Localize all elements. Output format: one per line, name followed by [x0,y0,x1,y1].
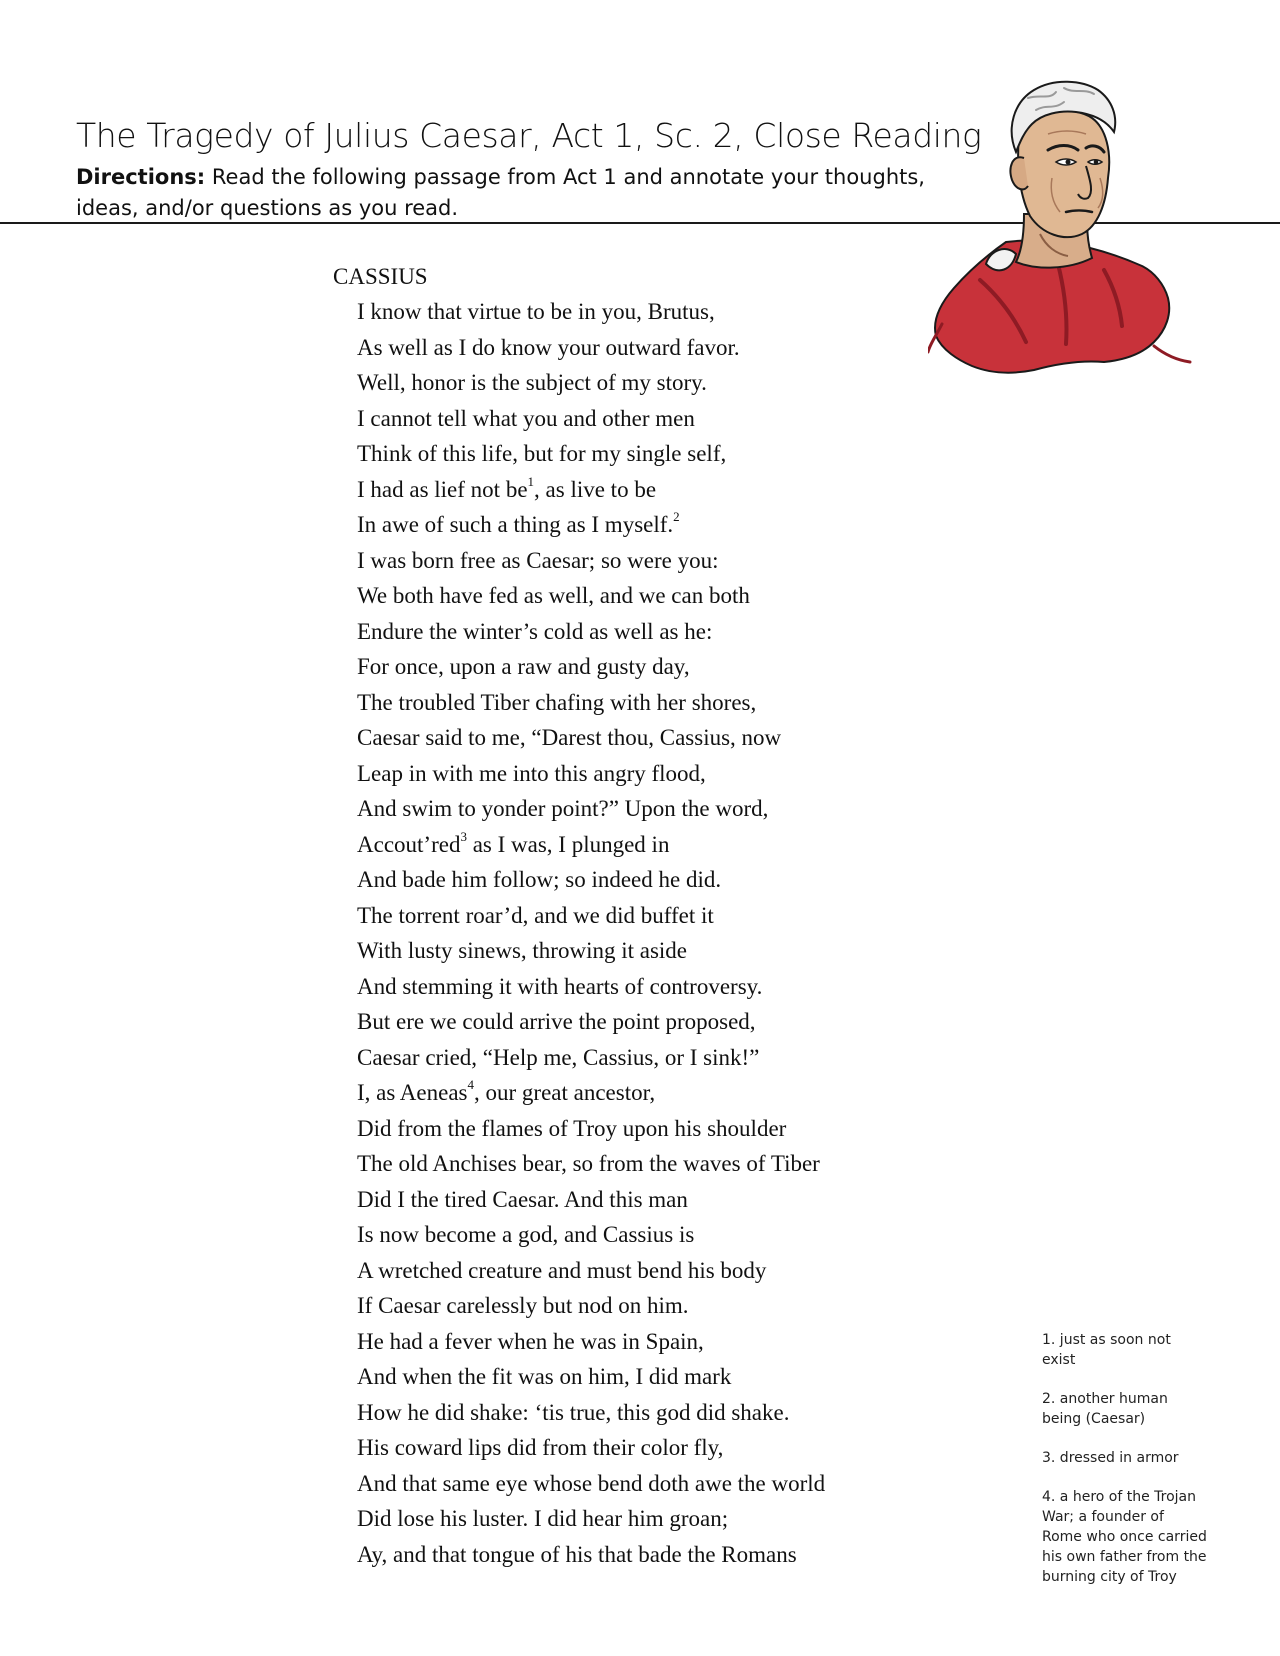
passage-line [357,936,825,972]
passage-line [357,439,825,475]
line-text: How he did shake: ‘tis true, this god did shake. [357,1399,790,1425]
footnote-marker: 3 [460,828,467,844]
passage-line [357,1220,825,1256]
passage-line [357,1078,825,1114]
line-text: Leap in with me into this angry flood, [357,760,706,786]
line-text: A wretched creature and must bend his body [357,1257,767,1283]
line-text: Ay, and that tongue of his that bade the Romans [357,1541,797,1567]
passage-line [357,1043,825,1079]
passage-line [357,688,825,724]
passage-line [357,617,825,653]
directions [76,162,936,224]
line-text: We both have fed as well, and we can both [357,583,750,608]
passage-line [357,1149,825,1185]
page-title: The Tragedy of Julius Caesar, Act 1, Sc. 2, Close Reading [76,116,982,155]
line-text-continued: , as live to be [534,476,657,502]
line-text: I know that virtue to be in you, Brutus, [357,299,715,324]
line-text: Endure the winter’s cold as well as he: [357,618,713,644]
line-text: I cannot tell what you and other men [357,405,695,431]
passage-line [357,1433,825,1469]
line-text: If Caesar carelessly but nod on him. [357,1293,689,1318]
line-text: The torrent roar’d, and we did buffet it [357,902,714,928]
passage-line [357,1291,825,1327]
line-text: For once, upon a raw and gusty day, [357,654,690,679]
line-text: And swim to yonder point?” Upon the word, [357,796,769,821]
line-text: He had a fever when he was in Spain, [357,1328,704,1354]
line-text: His coward lips did from their color fly, [357,1435,724,1460]
passage-line [357,1540,825,1576]
footnote-item: 2. another human being (Caesar) [1042,1391,1168,1427]
passage-line [357,333,825,369]
speaker-name: CASSIUS [333,264,428,289]
passage-line [357,297,825,333]
passage-line [357,1504,825,1540]
line-text: Caesar said to me, “Darest thou, Cassius, now [357,725,782,750]
passage-line [357,510,825,546]
passage-line [357,972,825,1008]
line-text: As well as I do know your outward favor. [357,334,740,360]
passage-line [357,652,825,688]
line-text: And stemming it with hearts of controversy. [357,973,763,999]
line-text: But ere we could arrive the point proposed, [357,1009,756,1034]
line-text: Is now become a god, and Cassius is [357,1222,695,1247]
line-text: With lusty sinews, throwing it aside [357,938,687,963]
passage-line [357,865,825,901]
passage-line [357,1007,825,1043]
footnote-marker: 4 [467,1077,474,1093]
passage-line [357,723,825,759]
passage-lines [357,297,825,1575]
footnote-marker: 2 [673,509,680,525]
line-text: Did I the tired Caesar. And this man [357,1186,688,1212]
caesar-portrait-icon [928,74,1198,379]
line-text: Well, honor is the subject of my story. [357,370,707,395]
passage-line [357,1114,825,1150]
passage-line [357,1185,825,1221]
directions-label: Directions: [76,165,206,189]
passage-line [357,1256,825,1292]
line-text: I, as Aeneas [357,1080,468,1105]
passage-line [357,1469,825,1505]
line-text: In awe of such a thing as I myself. [357,512,674,537]
line-text-continued: as I was, I plunged in [466,831,670,857]
line-text: Caesar cried, “Help me, Cassius, or I sink!” [357,1044,760,1070]
footnote-item: 1. just as soon not exist [1042,1332,1171,1368]
directions-text: Read the following passage from Act 1 and annotate your thoughts, ideas, and/or questions as you read. [76,165,925,220]
passage-line [357,1398,825,1434]
footnote-marker: 1 [527,473,535,489]
line-text: Did from the flames of Troy upon his shoulder [357,1115,787,1141]
passage-line [357,546,825,582]
line-text: And when the fit was on him, I did mark [357,1364,732,1389]
line-text: I was born free as Caesar; so were you: [357,547,719,573]
line-text: And that same eye whose bend doth awe the world [357,1470,826,1496]
passage-line [357,759,825,795]
passage-line [357,830,825,866]
passage-line [357,475,825,511]
worksheet-header [76,112,982,224]
passage-line [357,404,825,440]
passage-line [357,1362,825,1398]
passage-line [357,581,825,617]
passage-line [357,901,825,937]
line-text: Think of this life, but for my single self, [357,441,727,466]
line-text: And bade him follow; so indeed he did. [357,867,722,892]
line-text: Did lose his luster. I did hear him groan; [357,1506,729,1531]
footnotes [1042,1330,1207,1606]
line-text: The troubled Tiber chafing with her shores, [357,689,757,715]
line-text: I had as lief not be [357,476,528,502]
passage-line [357,368,825,404]
passage-line [357,794,825,830]
footnote-item: 3. dressed in armor [1042,1450,1179,1466]
passage-line [357,1327,825,1363]
line-text-continued: , our great ancestor, [474,1080,656,1105]
line-text: Accout’red [357,831,461,857]
footnote-item: 4. a hero of the Trojan War; a founder of Rome who once carried his own father from the burning city of Troy [1042,1489,1207,1585]
line-text: The old Anchises bear, so from the waves of Tiber [357,1151,820,1176]
